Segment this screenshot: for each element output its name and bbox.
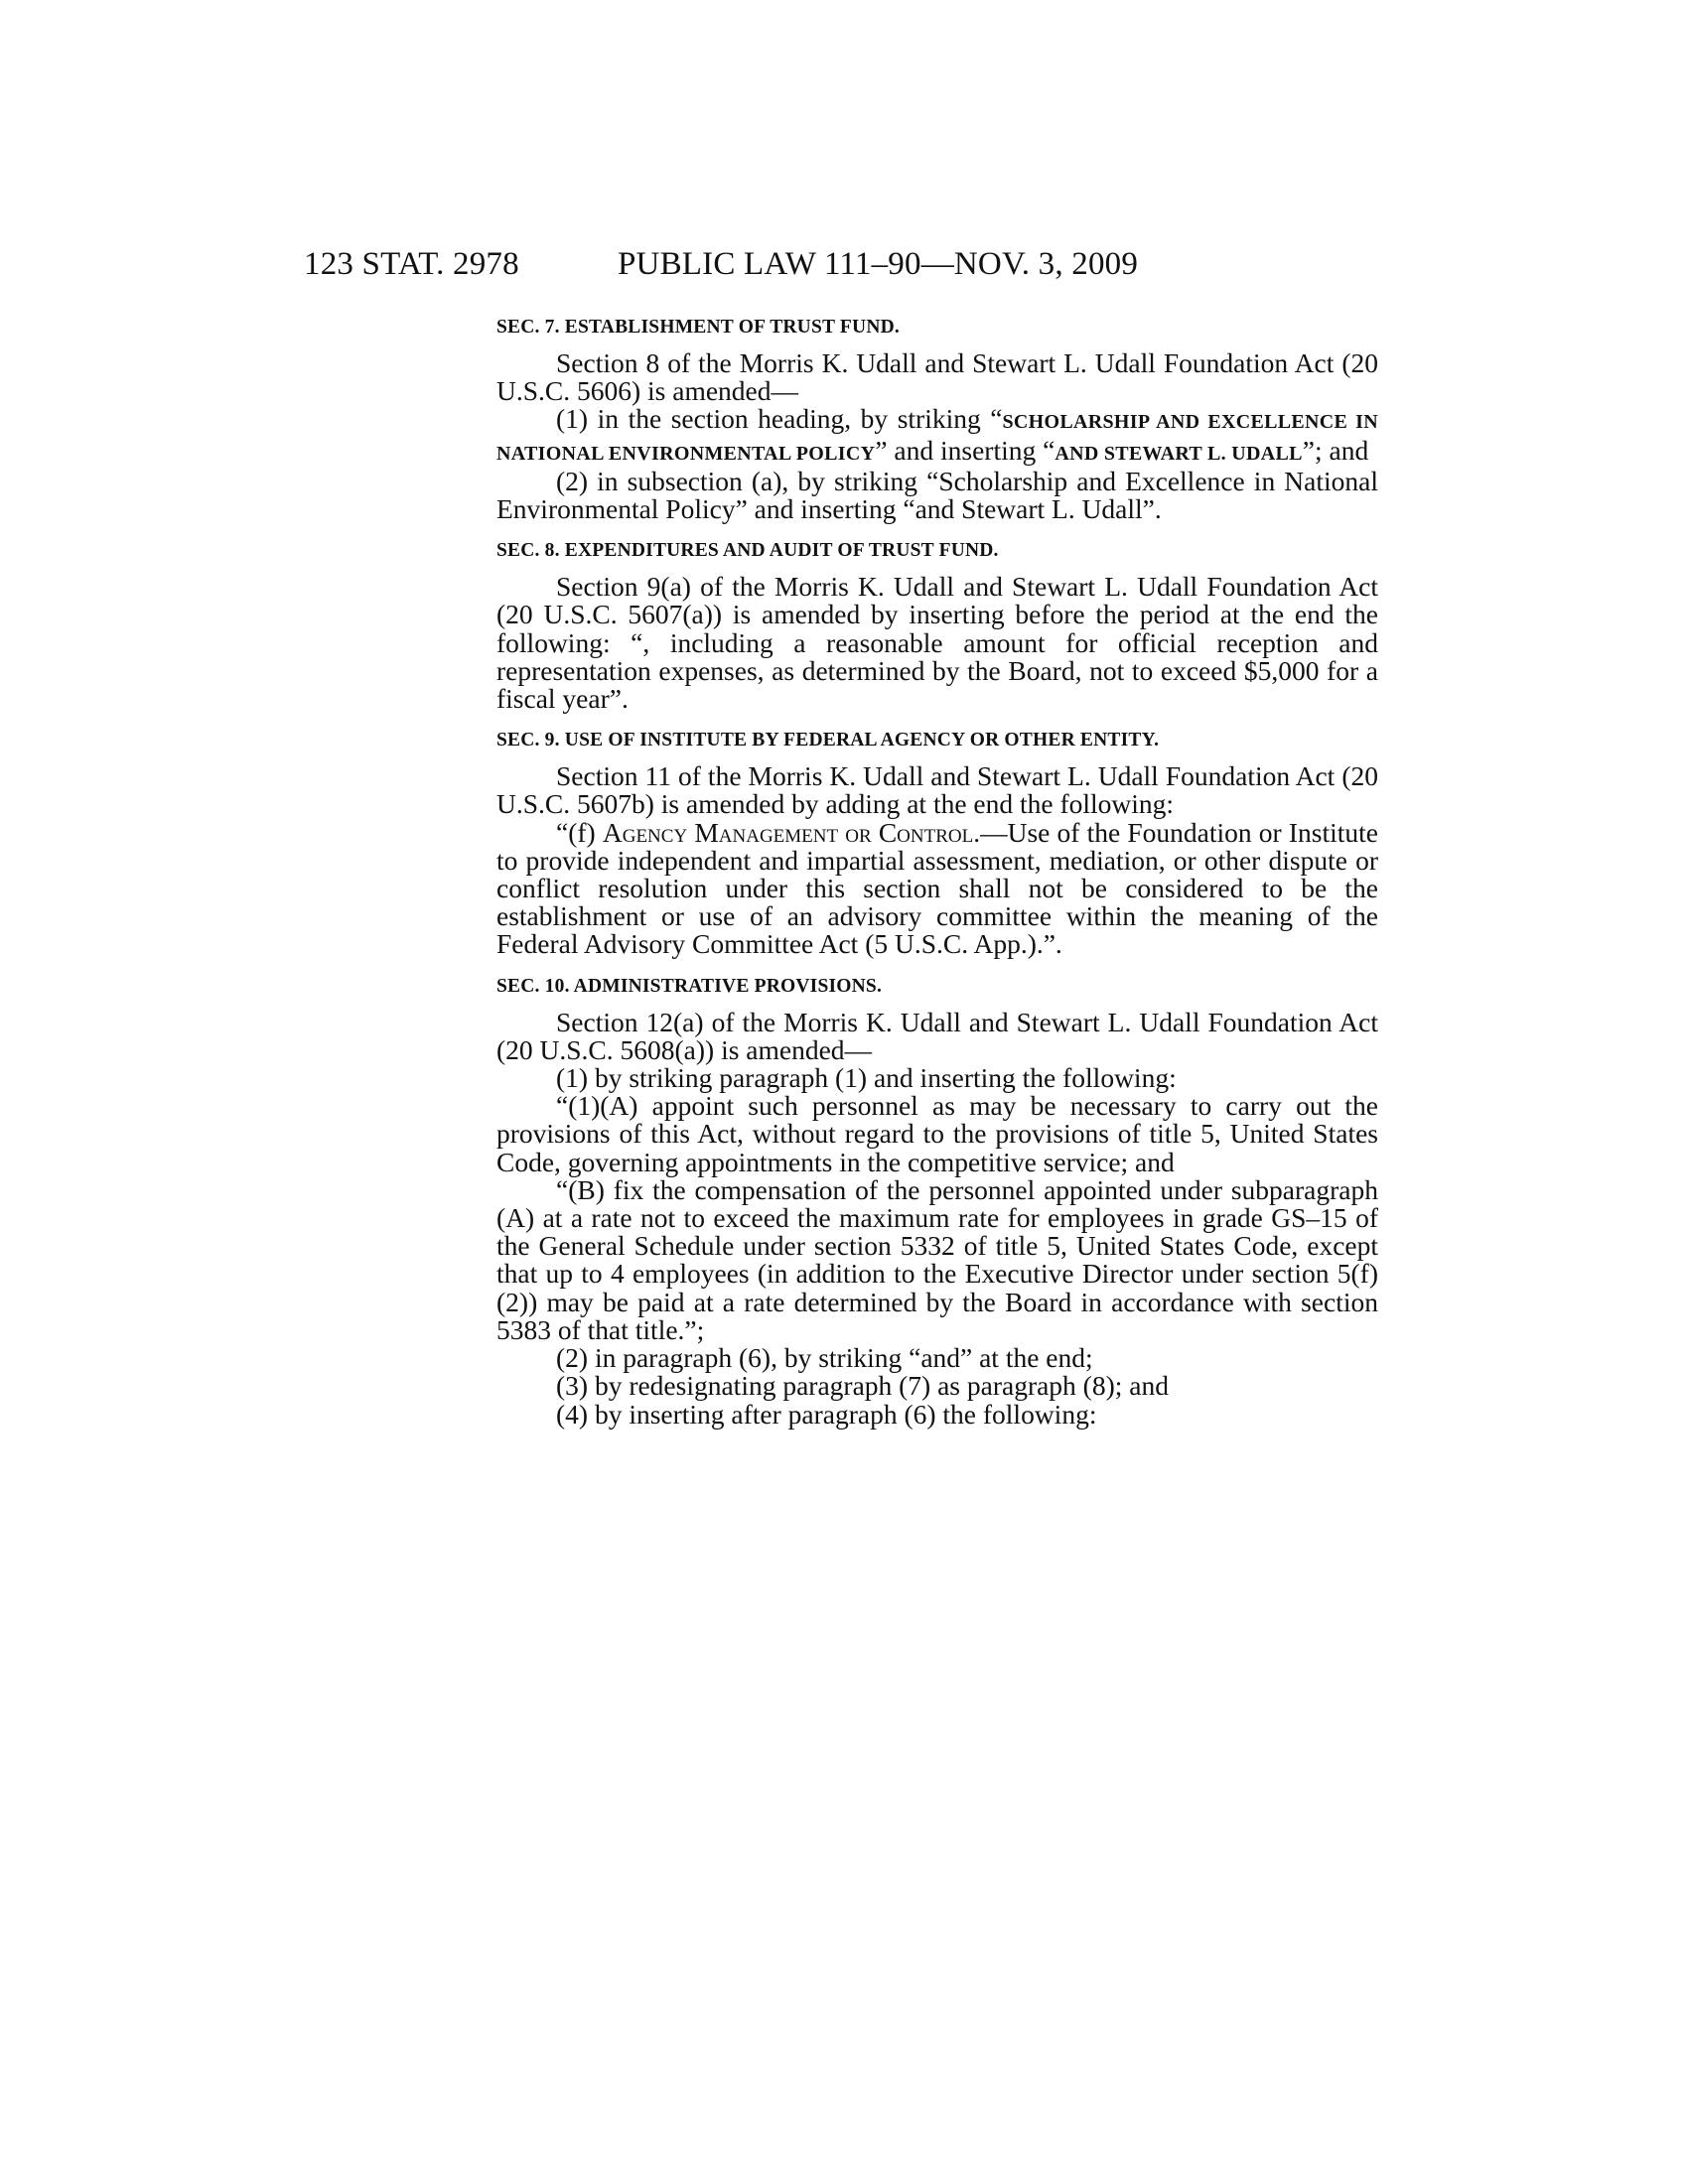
public-law-reference: PUBLIC LAW 111–90—NOV. 3, 2009 xyxy=(618,246,1139,282)
section-text xyxy=(496,405,1378,467)
section-text: “(1)(A) appoint such personnel as may be necessary to carry out the provisions of this Act, without regard to the provisions of title 5, United States Code, governing appointments in the competitive service; and xyxy=(496,1090,1378,1177)
text-run: (1) in the section heading, by striking “ xyxy=(556,403,1003,435)
section-heading: SEC. 8. EXPENDITURES AND AUDIT OF TRUST FUND. xyxy=(496,540,999,562)
section-8 xyxy=(496,539,1378,713)
section-text: Section 9(a) of the Morris K. Udall and Stewart L. Udall Foundation Act (20 U.S.C. 5607(a)) is amended by inserting before the period at the end the following: “, including a reasonable amount for official reception and representation expenses, as determined by the Board, not to exceed $5,000 for a fiscal year”. xyxy=(496,571,1378,715)
section-7 xyxy=(496,316,1378,523)
section-text xyxy=(496,816,1379,960)
inserted-heading-text: AND STEWART L. UDALL xyxy=(1055,442,1303,465)
section-text: (4) by inserting after paragraph (6) the following: xyxy=(556,1398,1097,1430)
struck-heading-text: SCHOLARSHIP AND EXCELLENCE IN NATIONAL ENVIRONMENTAL POLICY xyxy=(496,411,1378,465)
text-run: ”; and xyxy=(1302,434,1369,466)
section-text: (2) in paragraph (6), by striking “and” at the end; xyxy=(556,1342,1093,1374)
section-text: (1) by striking paragraph (1) and inserting the following: xyxy=(556,1062,1177,1094)
section-heading: SEC. 10. ADMINISTRATIVE PROVISIONS. xyxy=(496,975,883,997)
section-text: (3) by redesignating paragraph (7) as paragraph (8); and xyxy=(556,1370,1169,1402)
section-heading: SEC. 7. ESTABLISHMENT OF TRUST FUND. xyxy=(496,317,900,338)
section-heading: SEC. 9. USE OF INSTITUTE BY FEDERAL AGENCY OR OTHER ENTITY. xyxy=(496,730,1160,751)
text-run: .—Use of the Foundation or Institute to provide independent and impartial assessment, mediation, or other dispute or conflict resolution under this section shall not be considered to be the establishment or use of an advisory committee within the meaning of the Federal Advisory Committee Act (5 U.S.C. App.).”. xyxy=(496,816,1379,960)
page-header xyxy=(304,246,1202,286)
text-run: “(f) xyxy=(556,816,603,848)
section-text: Section 12(a) of the Morris K. Udall and Stewart L. Udall Foundation Act (20 U.S.C. 5608(a)) is amended— xyxy=(496,1006,1378,1065)
subsection-heading: Agency Management or Control xyxy=(602,816,974,848)
section-text: “(B) fix the compensation of the personnel appointed under subparagraph (A) at a rate not to exceed the maximum rate for employees in grade GS–15 of the General Schedule under section 5332 of title 5, United States Code, except that up to 4 employees (in addition to the Executive Director under section 5(f)(2)) may be paid at a rate determined by the Board in accordance with section 5383 of that title.”; xyxy=(496,1173,1378,1345)
section-text: Section 11 of the Morris K. Udall and Stewart L. Udall Foundation Act (20 U.S.C. 5607b) is amended by adding at the end the following: xyxy=(496,760,1378,820)
section-9 xyxy=(496,729,1378,958)
statute-page-reference: 123 STAT. 2978 xyxy=(304,246,519,282)
document-body xyxy=(496,316,1378,1444)
text-run: ” and inserting “ xyxy=(875,434,1055,466)
section-text: (2) in subsection (a), by striking “Scholarship and Excellence in National Environmental Policy” and inserting “and Stewart L. Udall”. xyxy=(496,465,1378,525)
section-text: Section 8 of the Morris K. Udall and Stewart L. Udall Foundation Act (20 U.S.C. 5606) is amended— xyxy=(496,347,1378,407)
section-10 xyxy=(496,975,1378,1429)
